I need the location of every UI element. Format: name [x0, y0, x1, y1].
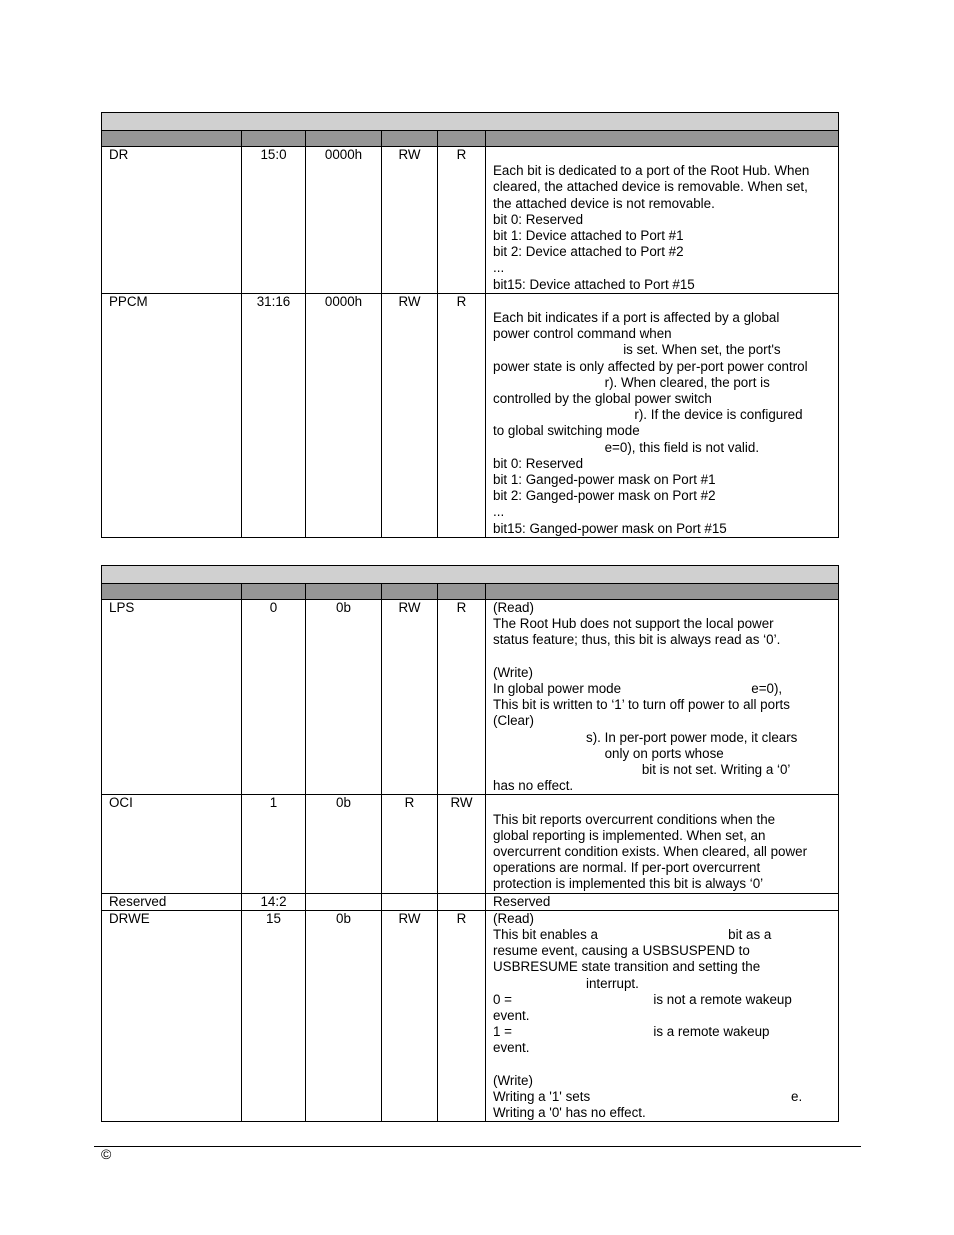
- field-hc-access: R: [438, 910, 486, 1122]
- field-description: [486, 893, 839, 910]
- header-cell: [242, 131, 306, 147]
- table-header-row: [102, 131, 839, 147]
- description-line: 0 = is not a remote wakeup: [493, 991, 792, 1007]
- description-line: status feature; thus, this bit is always read as ‘0’.: [493, 632, 781, 648]
- description-line: global reporting is implemented. When set, an: [493, 827, 766, 843]
- description-line: [493, 1057, 834, 1073]
- field-hcd-access: [382, 893, 438, 910]
- description-line: Each bit is dedicated to a port of the Root Hub. When: [493, 163, 810, 179]
- field-description: [486, 795, 839, 893]
- header-cell: [102, 584, 242, 600]
- field-default: 0000h: [306, 293, 382, 537]
- field-name: DRWE: [102, 910, 242, 1122]
- description-line: s). In per-port power mode, it clears: [493, 729, 798, 745]
- description-line: resume event, causing a USBSUSPEND to: [493, 943, 750, 959]
- field-hcd-access: RW: [382, 600, 438, 795]
- field-description: [486, 147, 839, 294]
- footer-divider: [94, 1146, 861, 1147]
- description-line: This bit reports overcurrent conditions when the: [493, 811, 776, 827]
- description-line: bit 2: Ganged-power mask on Port #2: [493, 488, 716, 504]
- description-line: cleared, the attached device is removable. When set,: [493, 179, 808, 195]
- description-line: This bit enables a bit as a: [493, 927, 772, 943]
- description-line: bit 1: Ganged-power mask on Port #1: [493, 472, 716, 488]
- description-line: the attached device is not removable.: [493, 195, 715, 211]
- description-line: This bit is written to ‘1’ to turn off power to all ports: [493, 697, 790, 713]
- description-line: is set. When set, the port's: [493, 342, 781, 358]
- field-name: OCI: [102, 795, 242, 893]
- field-default: [306, 893, 382, 910]
- field-bits: 31:16: [242, 293, 306, 537]
- header-cell: [306, 584, 382, 600]
- table-title: [102, 566, 839, 584]
- field-hc-access: RW: [438, 795, 486, 893]
- field-hc-access: R: [438, 293, 486, 537]
- description-line: [493, 795, 834, 811]
- field-default: 0b: [306, 910, 382, 1122]
- description-line: has no effect.: [493, 778, 574, 794]
- description-line: bit15: Device attached to Port #15: [493, 276, 695, 292]
- field-description: [486, 910, 839, 1122]
- description-line: e=0), this field is not valid.: [493, 439, 760, 455]
- field-name: PPCM: [102, 293, 242, 537]
- table-row: [102, 600, 839, 795]
- description-line: bit 1: Device attached to Port #1: [493, 228, 684, 243]
- table-title-row: [102, 566, 839, 584]
- description-line: (Write): [493, 664, 533, 680]
- register-table-1: [101, 112, 839, 538]
- description-line: overcurrent condition exists. When cleared, all power: [493, 844, 808, 860]
- description-line: 1 = is a remote wakeup: [493, 1024, 770, 1040]
- field-hcd-access: RW: [382, 293, 438, 537]
- description-line: [493, 649, 834, 665]
- description-line: interrupt.: [493, 975, 639, 991]
- description-line: event.: [493, 1040, 530, 1056]
- table-title-row: [102, 113, 839, 131]
- table-row: [102, 893, 839, 910]
- description-line: bit is not set. Writing a ‘0’: [493, 762, 791, 778]
- table-row: [102, 795, 839, 893]
- table-header-row: [102, 584, 839, 600]
- description-line: bit 2: Device attached to Port #2: [493, 244, 684, 260]
- field-default: 0b: [306, 600, 382, 795]
- field-default: 0b: [306, 795, 382, 893]
- field-bits: 14:2: [242, 893, 306, 910]
- description-line: event.: [493, 1008, 530, 1024]
- description-line: Writing a '0' has no effect.: [493, 1105, 646, 1121]
- header-cell: [382, 584, 438, 600]
- field-name: LPS: [102, 600, 242, 795]
- description-line: (Read): [493, 600, 534, 615]
- description-line: USBRESUME state transition and setting the: [493, 959, 761, 975]
- description-line: The Root Hub does not support the local power: [493, 616, 774, 632]
- table-row: [102, 147, 839, 294]
- header-cell: [242, 584, 306, 600]
- table-row: [102, 293, 839, 537]
- header-cell: [382, 131, 438, 147]
- description-line: bit15: Ganged-power mask on Port #15: [493, 520, 727, 536]
- description-line: r). If the device is configured: [493, 407, 803, 423]
- copyright-notice: ©: [101, 1146, 112, 1162]
- description-line: power state is only affected by per-port power control: [493, 358, 808, 374]
- description-line: (Read): [493, 910, 534, 926]
- description-line: protection is implemented this bit is always ‘0’: [493, 876, 764, 892]
- description-line: [493, 294, 834, 310]
- description-line: only on ports whose: [493, 745, 724, 761]
- description-line: (Clear): [493, 713, 534, 729]
- field-bits: 1: [242, 795, 306, 893]
- register-table-2: [101, 565, 839, 1122]
- description-line: ...: [493, 504, 505, 520]
- field-description: [486, 293, 839, 537]
- description-line: Each bit indicates if a port is affected by a global: [493, 310, 780, 325]
- field-default: 0000h: [306, 147, 382, 294]
- field-hcd-access: RW: [382, 147, 438, 294]
- field-hcd-access: R: [382, 795, 438, 893]
- header-cell: [438, 131, 486, 147]
- field-hc-access: [438, 893, 486, 910]
- description-line: controlled by the global power switch: [493, 391, 712, 407]
- description-line: operations are normal. If per-port overcurrent: [493, 860, 761, 876]
- field-bits: 15:0: [242, 147, 306, 294]
- description-line: (Write): [493, 1072, 533, 1088]
- header-cell: [102, 131, 242, 147]
- header-cell: [486, 131, 839, 147]
- description-line: r). When cleared, the port is: [493, 374, 770, 390]
- description-line: Writing a '1' sets e.: [493, 1089, 803, 1105]
- description-line: bit 0: Reserved: [493, 211, 584, 227]
- field-bits: 0: [242, 600, 306, 795]
- description-line: In global power mode e=0),: [493, 681, 783, 696]
- field-hc-access: R: [438, 600, 486, 795]
- description-line: [493, 147, 834, 163]
- field-description: [486, 600, 839, 795]
- description-line: ...: [493, 260, 505, 276]
- field-hc-access: R: [438, 147, 486, 294]
- field-hcd-access: RW: [382, 910, 438, 1122]
- header-cell: [486, 584, 839, 600]
- table-row: [102, 910, 839, 1122]
- description-line: bit 0: Reserved: [493, 455, 584, 471]
- description-line: to global switching mode: [493, 423, 640, 439]
- field-bits: 15: [242, 910, 306, 1122]
- description-line: Reserved: [493, 893, 551, 909]
- header-cell: [306, 131, 382, 147]
- table-title: [102, 113, 839, 131]
- header-cell: [438, 584, 486, 600]
- description-line: power control command when: [493, 326, 672, 342]
- field-name: Reserved: [102, 893, 242, 910]
- field-name: DR: [102, 147, 242, 294]
